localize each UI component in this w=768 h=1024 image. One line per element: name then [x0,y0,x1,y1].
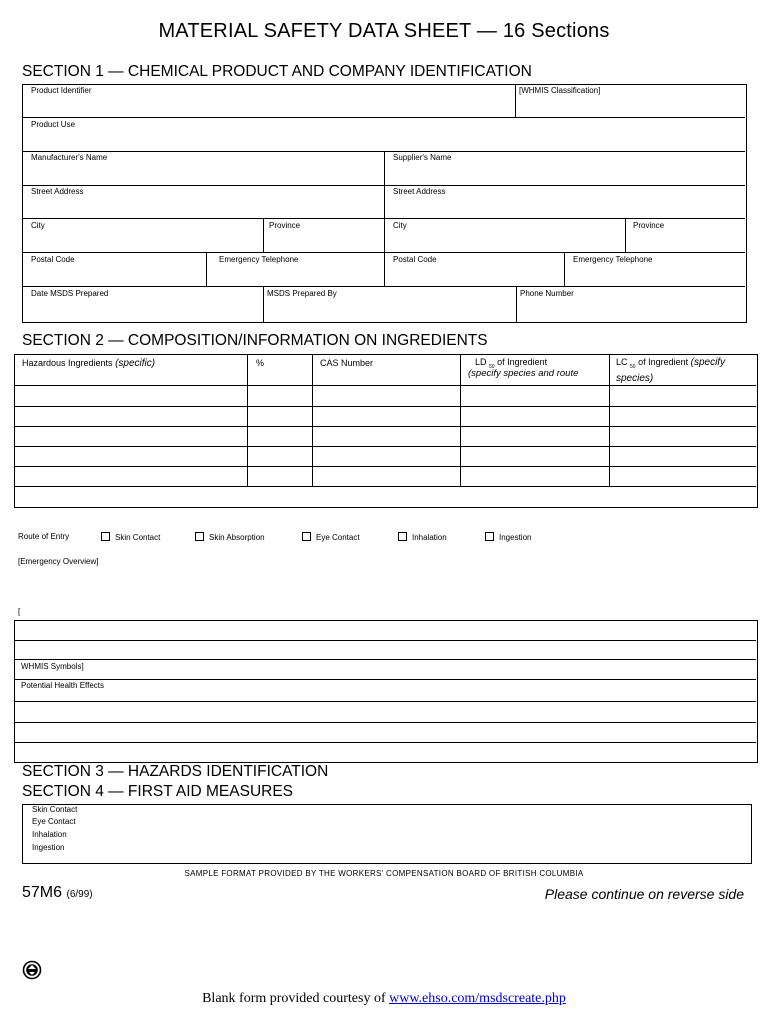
inhalation-checkbox[interactable] [398,532,407,541]
manufacturers-name-label: Manufacturer's Name [31,153,108,162]
col-ld50-note: (specify species and route [468,368,579,379]
hazards-box [14,620,758,763]
emergency-telephone-left-label: Emergency Telephone [219,255,299,264]
form-number: 57M6 (6/99) [22,884,93,901]
first-aid-inhalation: Inhalation [32,830,67,839]
skin-contact-option[interactable]: Skin Contact [101,532,160,542]
eye-contact-checkbox[interactable] [302,532,311,541]
street-address-right-label: Street Address [393,187,446,196]
phone-number-label: Phone Number [520,289,574,298]
section4-heading: SECTION 4 — FIRST AID MEASURES [22,783,294,800]
courtesy-line: Blank form provided courtesy of www.ehso.com/msdscreate.php [202,991,566,1006]
skin-contact-checkbox[interactable] [101,532,110,541]
city-right-label: City [393,221,407,230]
product-identifier-label: Product Identifier [31,86,92,95]
street-address-left-label: Street Address [31,187,84,196]
section1-table [22,84,747,323]
col-hazardous-ingredients: Hazardous Ingredients (specific) [22,358,156,369]
product-use-label: Product Use [31,120,76,129]
section3-heading: SECTION 3 — HAZARDS IDENTIFICATION [22,763,329,780]
emergency-overview-label: [Emergency Overview] [18,557,99,566]
potential-health-effects-label: Potential Health Effects [21,681,105,690]
route-of-entry-label: Route of Entry [18,532,70,541]
bracket-open: [ [18,607,21,616]
first-aid-ingestion: Ingestion [32,843,65,852]
first-aid-eye-contact: Eye Contact [32,817,76,826]
continue-note: Please continue on reverse side [544,886,744,902]
province-left-label: Province [269,221,301,230]
first-aid-box [22,804,752,864]
skin-absorption-checkbox[interactable] [195,532,204,541]
sample-format-note: SAMPLE FORMAT PROVIDED BY THE WORKERS' COMPENSATION BOARD OF BRITISH COLUMBIA [184,869,584,878]
ingestion-checkbox[interactable] [485,532,494,541]
prepared-by-label: MSDS Prepared By [267,289,337,298]
section1-heading: SECTION 1 — CHEMICAL PRODUCT AND COMPANY IDENTIFICATION [22,63,532,80]
skin-absorption-option[interactable]: Skin Absorption [195,532,265,542]
col-percent: % [256,358,265,368]
postal-code-right-label: Postal Code [393,255,437,264]
section2-heading: SECTION 2 — COMPOSITION/INFORMATION ON INGREDIENTS [22,332,488,349]
whmis-classification-label: [WHMIS Classification] [519,86,601,95]
inhalation-option[interactable]: Inhalation [398,532,447,542]
postal-code-left-label: Postal Code [31,255,75,264]
province-right-label: Province [633,221,665,230]
col-ld50: LD $_{50}$ of Ingredient [475,357,548,370]
city-left-label: City [31,221,45,230]
page-title: MATERIAL SAFETY DATA SHEET — 16 Sections [158,20,610,42]
recycled-paper-icon [22,960,42,985]
section2-table [14,354,758,508]
first-aid-skin-contact: Skin Contact [32,805,78,814]
courtesy-link[interactable]: www.ehso.com/msdscreate.php [389,991,566,1006]
col-lc50-note: species) [616,373,654,384]
col-lc50: LC $_{50}$ of Ingredient (specify [616,357,726,370]
emergency-telephone-right-label: Emergency Telephone [573,255,653,264]
ingestion-option[interactable]: Ingestion [485,532,531,542]
date-prepared-label: Date MSDS Prepared [31,289,109,298]
col-cas-number: CAS Number [320,358,374,368]
eye-contact-option[interactable]: Eye Contact [302,532,360,542]
suppliers-name-label: Supplier's Name [393,153,452,162]
whmis-symbols-label: WHMIS Symbols] [21,662,84,671]
